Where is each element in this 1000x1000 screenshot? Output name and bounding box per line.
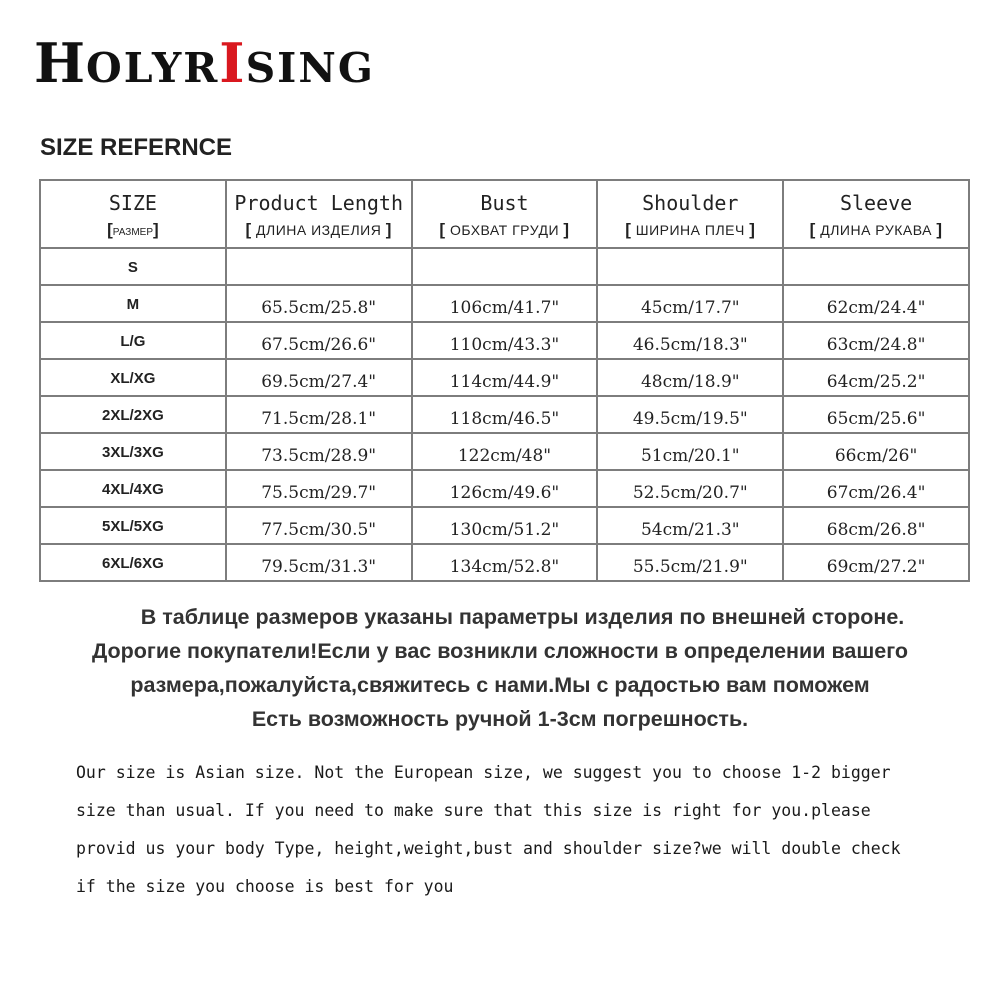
cell-size — [40, 285, 226, 322]
shoulder-value: 46.5cm/18.3" — [632, 334, 748, 355]
cell-length — [226, 544, 412, 581]
header-bust-label: Bust — [480, 190, 529, 215]
size-label: 2XL/2XG — [102, 407, 164, 424]
en-note-line: size than usual. If you need to make sure that this size is right for you.please — [76, 801, 871, 820]
length-value: 73.5cm/28.9" — [261, 445, 377, 466]
en-note-line: provid us your body Type, height,weight,bust and shoulder size?we will double check — [76, 839, 901, 858]
cell-length — [226, 470, 412, 507]
table-row — [40, 507, 969, 544]
cell-bust — [412, 322, 598, 359]
header-size-ru: [РАЗМЕР] — [107, 219, 159, 239]
cell-bust — [412, 248, 598, 285]
brand-logo — [34, 31, 375, 95]
header-shoulder-label: Shoulder — [642, 190, 739, 215]
cell-shoulder — [597, 359, 783, 396]
cell-shoulder — [597, 322, 783, 359]
length-value: 75.5cm/29.7" — [261, 482, 377, 503]
cell-size — [40, 544, 226, 581]
cell-sleeve — [783, 396, 969, 433]
length-value: 67.5cm/26.6" — [261, 334, 377, 355]
sleeve-value: 62cm/24.4" — [826, 297, 926, 318]
cell-sleeve — [783, 507, 969, 544]
sleeve-value: 68cm/26.8" — [826, 519, 926, 540]
shoulder-value: 49.5cm/19.5" — [632, 408, 748, 429]
bust-value: 106cm/41.7" — [449, 297, 560, 318]
cell-shoulder — [597, 396, 783, 433]
logo-letters-olyr: OLYR — [86, 44, 220, 92]
table-row — [40, 248, 969, 285]
bust-value: 134cm/52.8" — [449, 556, 560, 577]
size-label: 4XL/4XG — [102, 481, 164, 498]
header-shoulder-ru: [ ШИРИНА ПЛЕЧ ] — [625, 219, 756, 239]
bust-value: 130cm/51.2" — [449, 519, 560, 540]
table-row — [40, 396, 969, 433]
cell-sleeve — [783, 544, 969, 581]
size-label: XL/XG — [110, 370, 156, 387]
cell-size — [40, 359, 226, 396]
cell-shoulder — [597, 470, 783, 507]
table-row — [40, 433, 969, 470]
header-size-label: SIZE — [108, 190, 157, 215]
size-label: M — [126, 296, 140, 313]
header-length — [226, 180, 412, 248]
length-value: 77.5cm/30.5" — [261, 519, 377, 540]
cell-bust — [412, 396, 598, 433]
length-value: 71.5cm/28.1" — [261, 408, 377, 429]
cell-bust — [412, 285, 598, 322]
sleeve-value: 64cm/25.2" — [826, 371, 926, 392]
cell-shoulder — [597, 285, 783, 322]
cell-bust — [412, 433, 598, 470]
logo-letters-sing: SING — [245, 44, 375, 92]
table-row — [40, 544, 969, 581]
cell-sleeve — [783, 433, 969, 470]
cell-length — [226, 433, 412, 470]
page-title: SIZE REFERNCE — [40, 134, 233, 161]
cell-sleeve — [783, 248, 969, 285]
cell-sleeve — [783, 285, 969, 322]
sleeve-value: 67cm/26.4" — [826, 482, 926, 503]
cell-length — [226, 396, 412, 433]
header-length-label: Product Length — [234, 190, 403, 215]
cell-length — [226, 359, 412, 396]
shoulder-value: 52.5cm/20.7" — [632, 482, 748, 503]
ru-note-line: Есть возможность ручной 1-3см погрешность. — [251, 707, 749, 731]
size-label: 6XL/6XG — [102, 555, 164, 572]
cell-shoulder — [597, 433, 783, 470]
sleeve-value: 69cm/27.2" — [826, 556, 926, 577]
shoulder-value: 48cm/18.9" — [640, 371, 740, 392]
size-table — [39, 179, 970, 582]
logo-letter-h: H — [34, 31, 87, 95]
sleeve-value: 63cm/24.8" — [826, 334, 926, 355]
cell-sleeve — [783, 470, 969, 507]
russian-notes — [0, 600, 1000, 736]
size-label: 3XL/3XG — [102, 444, 164, 461]
table-row — [40, 285, 969, 322]
table-header-row — [40, 180, 969, 248]
cell-sleeve — [783, 359, 969, 396]
shoulder-value: 51cm/20.1" — [640, 445, 740, 466]
bust-value: 110cm/43.3" — [449, 334, 560, 355]
cell-shoulder — [597, 507, 783, 544]
sleeve-value: 66cm/26" — [834, 445, 918, 466]
shoulder-value: 55.5cm/21.9" — [632, 556, 748, 577]
cell-length — [226, 248, 412, 285]
cell-bust — [412, 470, 598, 507]
table-row — [40, 359, 969, 396]
cell-size — [40, 248, 226, 285]
cell-bust — [412, 507, 598, 544]
cell-bust — [412, 359, 598, 396]
bust-value: 114cm/44.9" — [449, 371, 560, 392]
table-row — [40, 470, 969, 507]
header-shoulder — [597, 180, 783, 248]
header-sleeve-label: Sleeve — [839, 190, 913, 215]
length-value: 65.5cm/25.8" — [261, 297, 377, 318]
header-length-ru: [ ДЛИНА ИЗДЕЛИЯ ] — [245, 219, 392, 239]
size-label: S — [127, 259, 138, 276]
shoulder-value: 45cm/17.7" — [640, 297, 740, 318]
cell-shoulder — [597, 248, 783, 285]
size-label: L/G — [120, 333, 146, 350]
cell-length — [226, 507, 412, 544]
cell-length — [226, 322, 412, 359]
cell-shoulder — [597, 544, 783, 581]
header-sleeve — [783, 180, 969, 248]
cell-size — [40, 433, 226, 470]
bust-value: 126cm/49.6" — [449, 482, 560, 503]
cell-sleeve — [783, 322, 969, 359]
logo-letter-i: I — [219, 31, 246, 95]
table-body — [40, 248, 969, 581]
shoulder-value: 54cm/21.3" — [640, 519, 740, 540]
header-size — [40, 180, 226, 248]
length-value: 69.5cm/27.4" — [261, 371, 377, 392]
bust-value: 122cm/48" — [457, 445, 552, 466]
length-value: 79.5cm/31.3" — [261, 556, 377, 577]
cell-length — [226, 285, 412, 322]
sleeve-value: 65cm/25.6" — [826, 408, 926, 429]
en-note-line: if the size you choose is best for you — [76, 877, 454, 896]
size-label: 5XL/5XG — [102, 518, 164, 535]
ru-note-line: Дорогие покупатели!Если у вас возникли сложности в определении вашего — [91, 639, 909, 663]
cell-size — [40, 507, 226, 544]
header-sleeve-ru: [ ДЛИНА РУКАВА ] — [809, 219, 943, 239]
table-row — [40, 322, 969, 359]
english-notes — [76, 758, 986, 910]
en-note-line: Our size is Asian size. Not the European size, we suggest you to choose 1-2 bigger — [76, 763, 891, 782]
cell-size — [40, 470, 226, 507]
header-bust — [412, 180, 598, 248]
cell-bust — [412, 544, 598, 581]
ru-note-line: размера,пожалуйста,свяжитесь с нами.Мы с радостью вам поможем — [130, 673, 870, 697]
cell-size — [40, 396, 226, 433]
bust-value: 118cm/46.5" — [449, 408, 560, 429]
ru-note-line: В таблице размеров указаны параметры изделия по внешней стороне. — [140, 605, 905, 629]
cell-size — [40, 322, 226, 359]
header-bust-ru: [ ОБХВАТ ГРУДИ ] — [439, 219, 570, 239]
